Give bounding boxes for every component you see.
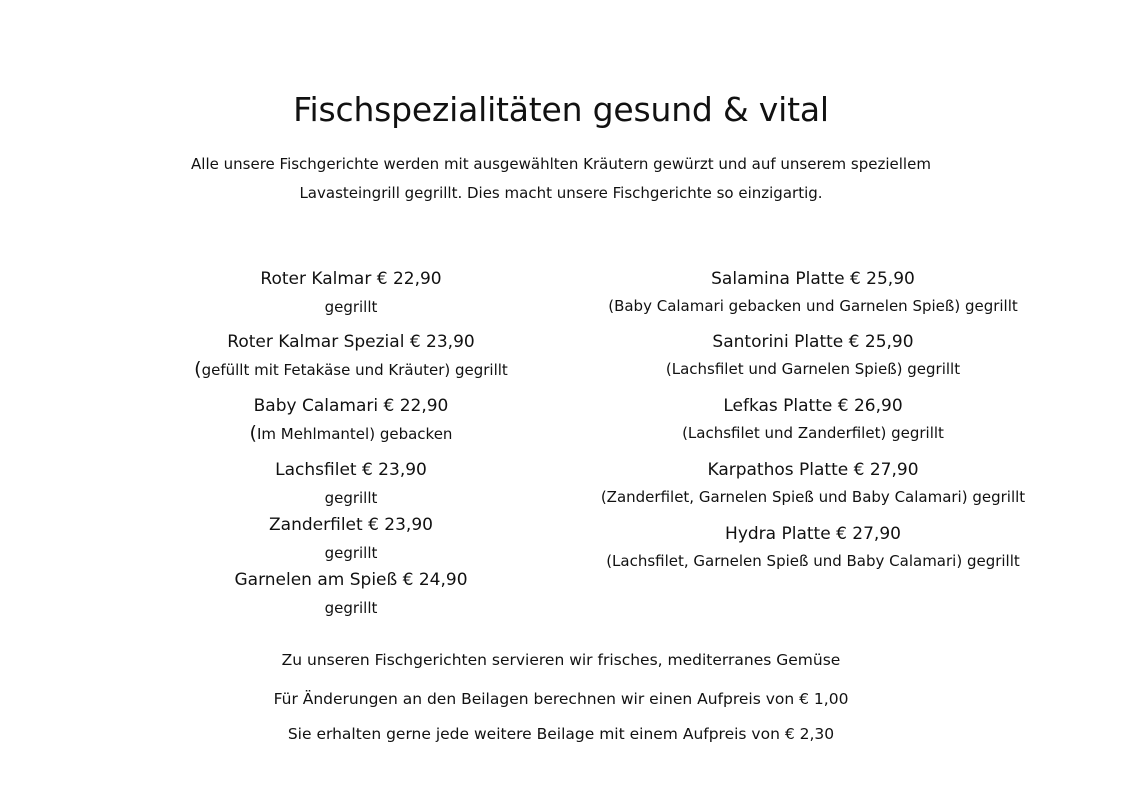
dish-description: (Lachsfilet und Garnelen Spieß) gegrillt <box>665 360 961 378</box>
dish-description: gegrillt <box>324 489 378 507</box>
dish-name: Lachsfilet € 23,90 <box>275 460 427 480</box>
dish-name: Salamina Platte € 25,90 <box>711 269 915 289</box>
dish-name: Lefkas Platte € 26,90 <box>723 396 903 416</box>
dish-item <box>563 268 1063 316</box>
footer-note-side-change: Für Änderungen an den Beilagen berechnen wir einen Aufpreis von € 1,00 <box>273 690 849 708</box>
dish-item <box>151 331 551 380</box>
dish-item <box>563 459 1063 507</box>
dish-name: Baby Calamari € 22,90 <box>253 396 449 416</box>
intro-text-line-2: Lavasteingrill gegrillt. Dies macht unsere Fischgerichte so einzigartig. <box>299 184 823 202</box>
dish-item <box>151 268 551 317</box>
dish-description: gegrillt <box>324 298 378 316</box>
dish-name: Roter Kalmar Spezial € 23,90 <box>227 332 475 352</box>
dish-description: (Lachsfilet, Garnelen Spieß und Baby Calamari) gegrillt <box>606 552 1020 570</box>
dish-description: gegrillt <box>324 544 378 562</box>
dish-description: (Lachsfilet und Zanderfilet) gegrillt <box>682 424 944 442</box>
dish-item <box>563 523 1063 571</box>
footer-note-extra-side: Sie erhalten gerne jede weitere Beilage mit einem Aufpreis von € 2,30 <box>287 725 835 743</box>
dish-description: (Im Mehlmantel) gebacken <box>249 422 453 444</box>
dish-item <box>151 459 551 508</box>
dish-description: gegrillt <box>324 599 378 617</box>
page-title: Fischspezialitäten gesund & vital <box>293 90 829 129</box>
dish-description: (Zanderfilet, Garnelen Spieß und Baby Calamari) gegrillt <box>600 488 1026 506</box>
dish-item <box>151 395 551 444</box>
intro-text-line-1: Alle unsere Fischgerichte werden mit ausgewählten Kräutern gewürzt und auf unserem speziellem <box>191 155 931 173</box>
dish-description: (gefüllt mit Fetakäse und Kräuter) gegrillt <box>194 358 508 380</box>
dish-item <box>563 331 1063 379</box>
footer-note-vegetables: Zu unseren Fischgerichten servieren wir frisches, mediterranes Gemüse <box>281 651 841 669</box>
dish-name: Santorini Platte € 25,90 <box>712 332 914 352</box>
dish-item <box>151 514 551 563</box>
dish-name: Garnelen am Spieß € 24,90 <box>234 570 468 590</box>
dish-name: Karpathos Platte € 27,90 <box>707 460 919 480</box>
dish-item <box>563 395 1063 443</box>
dish-item <box>151 569 551 618</box>
dish-name: Zanderfilet € 23,90 <box>269 515 433 535</box>
dish-description: (Baby Calamari gebacken und Garnelen Spieß) gegrillt <box>608 297 1018 315</box>
dish-name: Hydra Platte € 27,90 <box>725 524 901 544</box>
dish-name: Roter Kalmar € 22,90 <box>260 269 442 289</box>
